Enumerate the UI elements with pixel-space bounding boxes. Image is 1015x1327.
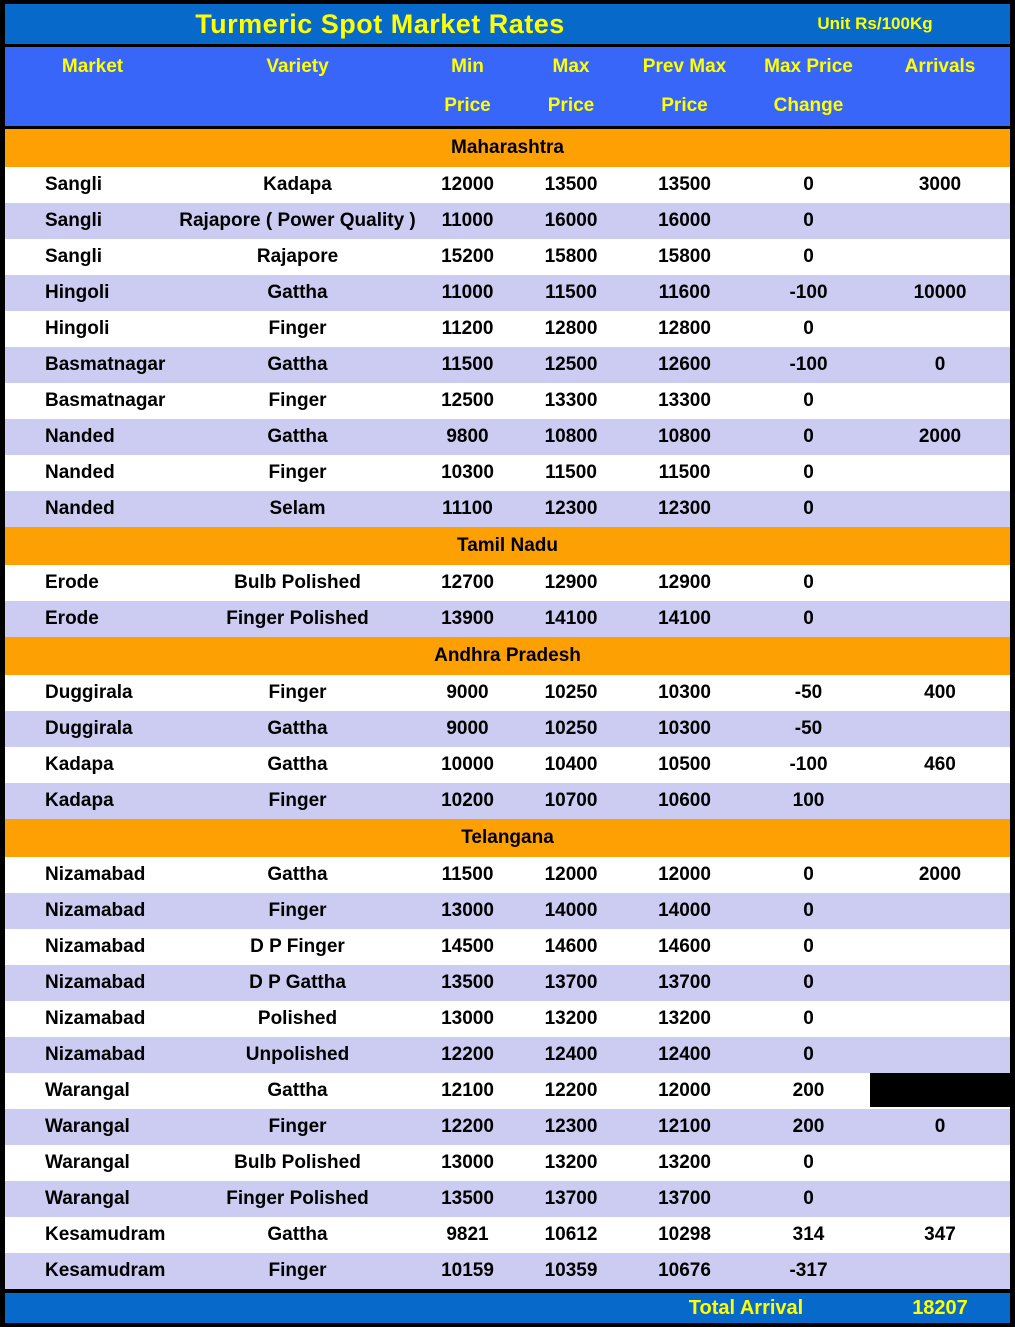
max-price-change-cell: -100 [789,754,828,775]
column-header-min-price [415,47,520,126]
arrivals-cell [870,1253,1010,1289]
min-price-cell: 11000 [441,210,494,231]
prev-max-price-cell: 12400 [658,1044,711,1065]
arrivals-cell [870,239,1010,275]
max-price-change-cell: 0 [803,1188,814,1209]
arrivals-cell [870,893,1010,929]
prev-max-price-cell: 10600 [658,790,711,811]
prev-max-price-cell: 10676 [658,1260,711,1281]
prev-max-price-cell: 10300 [658,718,711,739]
max-price-change-cell: 0 [803,572,814,593]
max-price-change-cell: -100 [789,282,828,303]
column-header-market [5,47,180,126]
table-row [5,893,1010,929]
max-price-cell: 10359 [544,1260,598,1281]
max-price-cell: 12000 [544,864,598,885]
max-price-change-cell: 0 [803,246,814,267]
market-cell: Basmatnagar [45,390,166,411]
min-price-cell: 11200 [441,318,494,339]
min-price-cell: 11000 [441,282,494,303]
max-price-change-cell: 0 [803,318,814,339]
table-row [5,565,1010,601]
max-price-cell: 14600 [544,936,598,957]
max-price-cell: 15800 [544,246,598,267]
max-price-change-cell: 200 [792,1080,825,1101]
max-price-change-cell: 0 [803,608,814,629]
variety-cell: Selam [269,498,326,519]
max-price-cell: 16000 [544,210,598,231]
column-header-label: Market [61,56,124,77]
variety-cell: Polished [257,1008,338,1029]
min-price-cell: 13000 [441,900,494,921]
arrivals-cell [870,311,1010,347]
max-price-cell: 13700 [544,972,598,993]
column-header-label: Min [451,56,484,77]
variety-cell: Finger [268,390,327,411]
max-price-cell: 11500 [545,462,597,483]
arrivals-cell: 3000 [918,174,962,195]
table-row [5,1001,1010,1037]
max-price-cell: 12400 [544,1044,598,1065]
variety-cell: Finger [268,790,327,811]
arrivals-cell: 10000 [913,282,967,303]
total-arrival-value: 18207 [912,1296,968,1319]
market-cell: Warangal [45,1116,130,1137]
max-price-change-cell: -317 [789,1260,828,1281]
max-price-cell: 12900 [544,572,598,593]
market-cell: Sangli [45,210,103,231]
table-row [5,491,1010,527]
max-price-change-cell: 314 [792,1224,825,1245]
max-price-change-cell: 0 [803,864,814,885]
prev-max-price-cell: 14100 [658,608,711,629]
market-cell: Nizamabad [45,1044,146,1065]
arrivals-cell [870,601,1010,637]
max-price-change-cell: 0 [803,390,814,411]
column-header-label: Price [444,95,491,116]
table-row [5,965,1010,1001]
table-body [5,129,1010,1289]
table-row [5,747,1010,783]
market-cell: Warangal [45,1080,130,1101]
column-header-max-price-change [747,47,870,126]
max-price-cell: 10800 [544,426,598,447]
table-row [5,419,1010,455]
column-header-label: Prev Max [642,56,727,77]
prev-max-price-cell: 14600 [658,936,711,957]
table-row [5,203,1010,239]
max-price-change-cell: 0 [803,1008,814,1029]
min-price-cell: 14500 [441,936,494,957]
market-cell: Hingoli [45,282,110,303]
prev-max-price-cell: 13500 [658,174,711,195]
arrivals-blackout-box [870,1073,1010,1107]
prev-max-price-cell: 12000 [658,1080,711,1101]
market-cell: Nizamabad [45,864,146,885]
arrivals-cell [870,565,1010,601]
market-cell: Sangli [45,246,103,267]
max-price-cell: 10250 [544,718,598,739]
arrivals-cell [870,1181,1010,1217]
arrivals-cell [870,455,1010,491]
section-header-andhra-pradesh: Andhra Pradesh [5,637,1010,675]
prev-max-price-cell: 12800 [658,318,711,339]
variety-cell: Finger [268,462,327,483]
prev-max-price-cell: 12900 [658,572,711,593]
prev-max-price-cell: 12300 [658,498,711,519]
table-row [5,675,1010,711]
max-price-change-cell: 0 [803,498,814,519]
arrivals-cell [870,783,1010,819]
section-header-maharashtra: Maharashtra [5,129,1010,167]
min-price-cell: 13500 [441,972,494,993]
min-price-cell: 9821 [446,1224,489,1245]
max-price-cell: 13300 [544,390,598,411]
column-header-label: Max [552,56,590,77]
max-price-change-cell: -100 [789,354,828,375]
max-price-change-cell: 0 [803,936,814,957]
min-price-cell: 12200 [441,1116,494,1137]
column-header-label: Price [661,95,708,116]
min-price-cell: 11100 [442,498,493,519]
table-row [5,347,1010,383]
column-header-max-price [520,47,622,126]
table-row [5,1253,1010,1289]
market-cell: Warangal [45,1152,130,1173]
arrivals-cell: 0 [934,1116,946,1137]
max-price-cell: 13200 [544,1152,598,1173]
variety-cell: Finger [268,1260,327,1281]
arrivals-cell: 0 [934,354,946,375]
variety-cell: Gattha [267,282,328,303]
min-price-cell: 9000 [446,718,489,739]
table-row [5,311,1010,347]
table-row [5,1109,1010,1145]
max-price-change-cell: 0 [803,174,814,195]
min-price-cell: 13500 [441,1188,494,1209]
table-row [5,239,1010,275]
arrivals-cell [870,1145,1010,1181]
min-price-cell: 9800 [446,426,489,447]
market-cell: Nizamabad [45,900,146,921]
title-bar [5,4,1010,44]
min-price-cell: 13900 [441,608,494,629]
market-cell: Kadapa [45,790,114,811]
max-price-cell: 12200 [544,1080,598,1101]
arrivals-cell: 460 [924,754,956,775]
variety-cell: Gattha [267,718,328,739]
min-price-cell: 10300 [441,462,494,483]
max-price-change-cell: 100 [792,790,825,811]
arrivals-cell [870,1037,1010,1073]
total-arrival-label: Total Arrival [688,1296,804,1319]
arrivals-cell [870,929,1010,965]
prev-max-price-cell: 13300 [658,390,711,411]
max-price-cell: 10700 [544,790,598,811]
arrivals-cell [870,711,1010,747]
market-cell: Nanded [45,462,115,483]
market-cell: Nizamabad [45,1008,146,1029]
max-price-cell: 12500 [544,354,598,375]
arrivals-cell: 2000 [918,864,962,885]
max-price-cell: 14100 [544,608,598,629]
arrivals-cell [870,965,1010,1001]
table-row [5,711,1010,747]
arrivals-cell: 347 [924,1224,956,1245]
column-header-label: Variety [266,56,329,77]
min-price-cell: 10200 [441,790,494,811]
market-cell: Nanded [45,498,115,519]
prev-max-price-cell: 10300 [658,682,711,703]
unit-label: Unit Rs/100Kg [817,14,933,33]
max-price-cell: 11500 [545,282,597,303]
market-cell: Hingoli [45,318,110,339]
max-price-cell: 13500 [544,174,598,195]
min-price-cell: 13000 [441,1152,494,1173]
column-header-label: Change [773,95,844,116]
max-price-cell: 10400 [544,754,598,775]
market-cell: Nizamabad [45,972,146,993]
variety-cell: Finger [268,318,327,339]
market-cell: Warangal [45,1188,130,1209]
arrivals-cell: 2000 [918,426,962,447]
table-row [5,167,1010,203]
min-price-cell: 15200 [441,246,494,267]
max-price-change-cell: 0 [803,462,814,483]
variety-cell: Finger [268,900,327,921]
market-cell: Kadapa [45,754,114,775]
table-row [5,1145,1010,1181]
column-header-row [5,47,1010,126]
prev-max-price-cell: 15800 [658,246,711,267]
table-row [5,857,1010,893]
table-row [5,275,1010,311]
max-price-change-cell: 0 [803,1044,814,1065]
market-cell: Basmatnagar [45,354,166,375]
variety-cell: Gattha [267,354,328,375]
max-price-change-cell: 0 [803,210,814,231]
max-price-cell: 10612 [544,1224,598,1245]
min-price-cell: 12200 [441,1044,494,1065]
prev-max-price-cell: 14000 [658,900,711,921]
table-row [5,601,1010,637]
prev-max-price-cell: 11600 [658,282,711,303]
variety-cell: Gattha [267,1080,328,1101]
table-row [5,1181,1010,1217]
variety-cell: Unpolished [245,1044,350,1065]
table-row [5,455,1010,491]
variety-cell: Rajapore [256,246,339,267]
min-price-cell: 12500 [441,390,494,411]
column-header-variety [180,47,415,126]
variety-cell: Bulb Polished [234,1152,361,1173]
max-price-cell: 12300 [544,1116,598,1137]
variety-cell: Bulb Polished [234,572,361,593]
prev-max-price-cell: 13200 [658,1152,711,1173]
prev-max-price-cell: 13200 [658,1008,711,1029]
prev-max-price-cell: 12100 [658,1116,711,1137]
max-price-cell: 12300 [544,498,598,519]
prev-max-price-cell: 11500 [658,462,711,483]
market-cell: Kesamudram [45,1224,166,1245]
variety-cell: Gattha [267,426,328,447]
max-price-cell: 10250 [544,682,598,703]
max-price-change-cell: -50 [794,718,823,739]
min-price-cell: 9000 [446,682,489,703]
max-price-change-cell: 200 [792,1116,825,1137]
min-price-cell: 10000 [441,754,494,775]
min-price-cell: 12000 [441,174,494,195]
column-header-prev-max-price [622,47,747,126]
table-row [5,783,1010,819]
page-title: Turmeric Spot Market Rates [195,8,565,39]
section-header-telangana: Telangana [5,819,1010,857]
variety-cell: Gattha [267,1224,328,1245]
arrivals-cell [870,1073,1010,1109]
prev-max-price-cell: 12600 [658,354,711,375]
max-price-cell: 12800 [544,318,598,339]
arrivals-cell [870,491,1010,527]
arrivals-cell [870,203,1010,239]
market-cell: Nizamabad [45,936,146,957]
variety-cell: D P Finger [250,936,345,957]
min-price-cell: 12700 [441,572,494,593]
market-cell: Duggirala [45,682,133,703]
arrivals-cell [870,383,1010,419]
column-header-label: Max Price [764,56,853,77]
table-row [5,1217,1010,1253]
max-price-cell: 13200 [544,1008,598,1029]
variety-cell: Finger Polished [226,608,369,629]
variety-cell: Rajapore ( Power Quality ) [179,210,416,231]
footer-bar [5,1293,1010,1323]
max-price-change-cell: 0 [803,426,814,447]
variety-cell: Finger [268,1116,327,1137]
max-price-change-cell: 0 [803,900,814,921]
max-price-change-cell: 0 [803,972,814,993]
max-price-change-cell: -50 [794,682,823,703]
column-header-arrivals [870,47,1010,126]
arrivals-cell [870,1001,1010,1037]
table-row [5,1073,1010,1109]
max-price-cell: 14000 [544,900,598,921]
min-price-cell: 13000 [441,1008,494,1029]
market-cell: Sangli [45,174,103,195]
min-price-cell: 12100 [441,1080,494,1101]
max-price-cell: 13700 [544,1188,598,1209]
prev-max-price-cell: 13700 [658,1188,711,1209]
variety-cell: Kadapa [263,174,332,195]
variety-cell: Gattha [267,864,328,885]
column-header-label: Price [547,95,595,116]
min-price-cell: 10159 [441,1260,494,1281]
prev-max-price-cell: 13700 [658,972,711,993]
prev-max-price-cell: 10500 [658,754,711,775]
section-header-tamil-nadu: Tamil Nadu [5,527,1010,565]
min-price-cell: 11500 [441,864,494,885]
max-price-change-cell: 0 [803,1152,814,1173]
arrivals-cell: 400 [924,682,956,703]
prev-max-price-cell: 10298 [658,1224,711,1245]
table-row [5,1037,1010,1073]
table-row [5,383,1010,419]
variety-cell: Finger [268,682,327,703]
market-cell: Duggirala [45,718,133,739]
prev-max-price-cell: 10800 [658,426,711,447]
table-row [5,929,1010,965]
variety-cell: Gattha [267,754,328,775]
market-cell: Nanded [45,426,115,447]
market-cell: Kesamudram [45,1260,166,1281]
variety-cell: Finger Polished [226,1188,369,1209]
market-cell: Erode [45,572,99,593]
market-cell: Erode [45,608,99,629]
variety-cell: D P Gattha [249,972,346,993]
prev-max-price-cell: 16000 [658,210,711,231]
column-header-label: Arrivals [904,56,976,77]
min-price-cell: 11500 [441,354,494,375]
prev-max-price-cell: 12000 [658,864,711,885]
